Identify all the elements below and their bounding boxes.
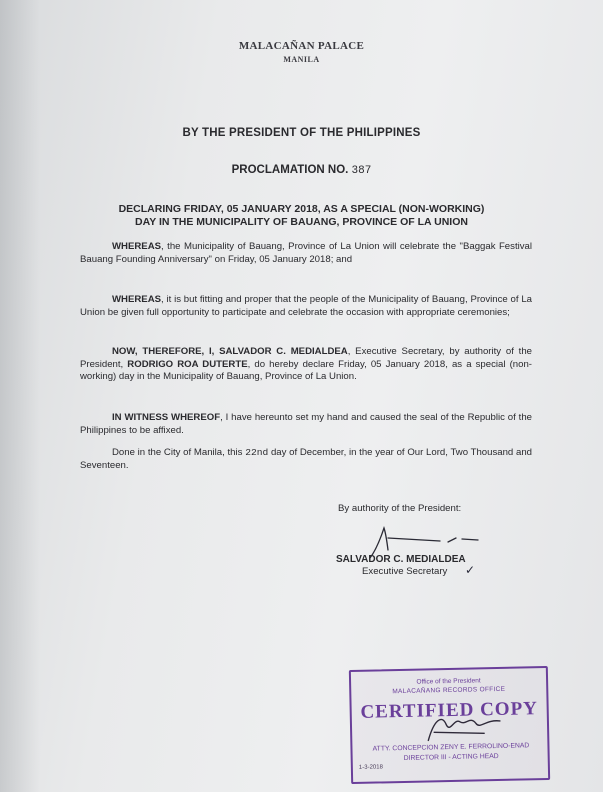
declaration-lead: NOW, THEREFORE, I, SALVADOR C. MEDIALDEA bbox=[112, 346, 348, 357]
declaration-text-a: , Executive Secretary, by authority of the President, bbox=[80, 346, 532, 370]
declaration-text-b: , do hereby declare Friday, 05 January 2018, as a special (non-working) day in the Municipality of Bauang, Province of La Union. bbox=[80, 358, 532, 382]
witness-paragraph bbox=[80, 412, 532, 437]
whereas-lead-1: WHEREAS bbox=[112, 241, 162, 252]
proclamation-number: 387 bbox=[351, 165, 372, 177]
president-name: RODRIGO ROA DUTERTE bbox=[127, 358, 248, 370]
declaration-paragraph bbox=[80, 346, 532, 384]
issuer-heading: BY THE PRESIDENT OF THE PHILIPPINES bbox=[182, 127, 421, 139]
authority-line: By authority of the President: bbox=[338, 503, 462, 514]
page-shadow bbox=[0, 0, 40, 792]
stamp-signature bbox=[424, 709, 505, 747]
stamp-office: Office of the President bbox=[416, 677, 481, 686]
proclamation-title bbox=[0, 164, 603, 177]
whereas-paragraph-2 bbox=[80, 294, 532, 319]
stamp-position: DIRECTOR III - ACTING HEAD bbox=[403, 752, 499, 762]
witness-lead: IN WITNESS WHEREOF bbox=[112, 412, 221, 423]
stamp-attorney: ATTY. CONCEPCION ZENY E. FERROLINO-ENAD bbox=[372, 742, 530, 753]
witness-text: , I have hereunto set my hand and caused the seal of the Republic of the Philippines to be affixed. bbox=[80, 412, 532, 436]
stamp-records-office: MALACAÑANG RECORDS OFFICE bbox=[392, 685, 506, 696]
whereas-lead-2: WHEREAS bbox=[112, 294, 162, 305]
proclamation-label: PROCLAMATION NO. bbox=[231, 164, 349, 176]
certified-copy-stamp bbox=[349, 666, 550, 784]
declaration-line-1: DECLARING FRIDAY, 05 JANUARY 2018, AS A SPECIAL (NON-WORKING) bbox=[118, 203, 485, 215]
whereas-text-1: , the Municipality of Bauang, Province of La Union will celebrate the "Baggak Festival Bauang Founding Anniversary" on Friday, 05 January 2018; and bbox=[80, 241, 532, 265]
initial-mark: ✓ bbox=[465, 563, 476, 577]
stamp-certified-copy: CERTIFIED COPY bbox=[360, 698, 539, 723]
declaration-title bbox=[0, 203, 603, 229]
whereas-paragraph-1 bbox=[80, 241, 532, 266]
done-paragraph bbox=[80, 447, 532, 472]
signatory-name: SALVADOR C. MEDIALDEA bbox=[336, 554, 466, 565]
whereas-text-2: , it is but fitting and proper that the people of the Municipality of Bauang, Province of La Union be given full opportunity to participate and celebrate the occasion with appropriate ceremonies; bbox=[80, 294, 532, 318]
signatory-title: Executive Secretary bbox=[362, 566, 448, 577]
palace-heading: MALACAÑAN PALACE bbox=[238, 40, 365, 52]
declaration-line-2: DAY IN THE MUNICIPALITY OF BAUANG, PROVINCE OF LA UNION bbox=[135, 216, 468, 228]
done-text-b: day of December, in the year of Our Lord, Two Thousand and Seventeen. bbox=[80, 447, 532, 471]
stamp-date: 1-3-2018 bbox=[358, 764, 383, 771]
city-heading: MANILA bbox=[283, 55, 320, 64]
done-day: 22nd bbox=[245, 447, 269, 458]
done-text-a: Done in the City of Manila, this bbox=[112, 447, 246, 458]
